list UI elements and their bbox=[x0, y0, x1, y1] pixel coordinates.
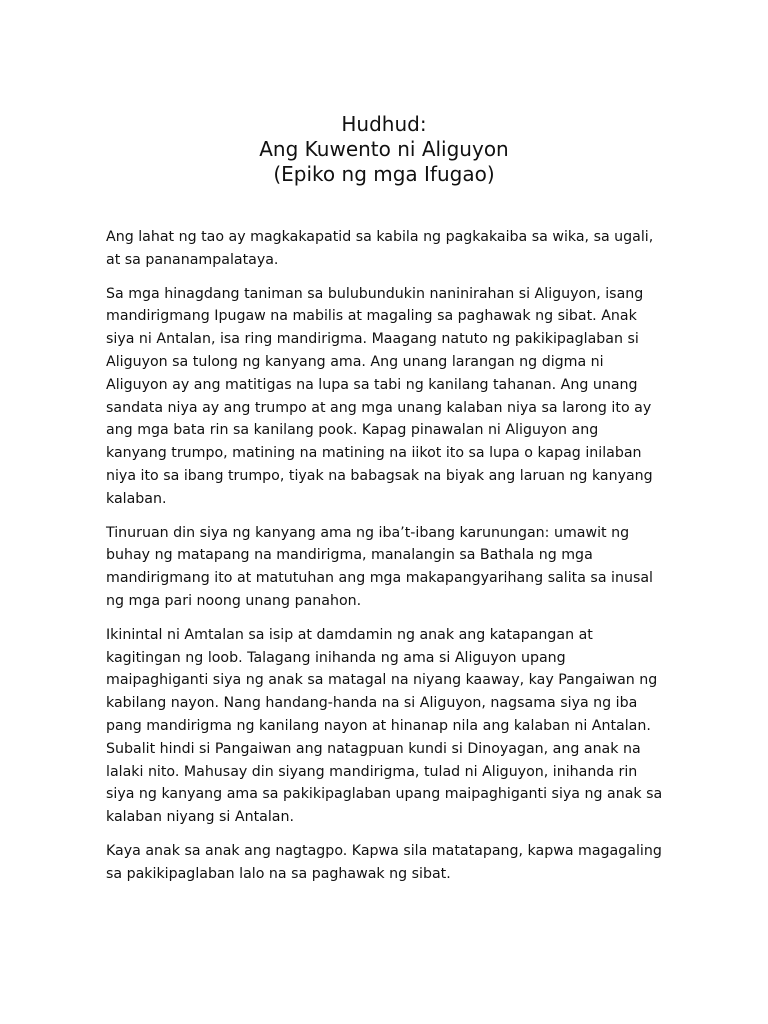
paragraph-line: lalaki nito. Mahusay din siyang mandirigma, tulad ni Aliguyon, inihanda rin bbox=[106, 763, 638, 780]
paragraph-1 bbox=[106, 226, 676, 272]
paragraph-line: kanyang trumpo, matining na matining na iikot ito sa lupa o kapag inilaban bbox=[106, 445, 642, 462]
paragraph-line: siya ng kanyang ama sa pakikipaglaban upang maipaghiganti siya ng anak sa bbox=[106, 786, 663, 803]
paragraph-line: kalaban. bbox=[106, 490, 167, 507]
paragraph-3 bbox=[106, 522, 676, 613]
paragraph-4 bbox=[106, 624, 676, 829]
paragraph-line: Aliguyon ay ang matitigas na lupa sa tabi ng kanilang tahanan. Ang unang bbox=[106, 376, 638, 393]
paragraph-line: ng mga pari noong unang panahon. bbox=[106, 592, 362, 609]
paragraph-line: niya ito sa ibang trumpo, tiyak na babagsak na biyak ang laruan ng kanyang bbox=[106, 467, 653, 484]
title-line-2: Ang Kuwento ni Aliguyon bbox=[259, 137, 509, 161]
paragraph-2 bbox=[106, 283, 676, 511]
paragraph-line: Subalit hindi si Pangaiwan ang natagpuan kundi si Dinoyagan, ang anak na bbox=[106, 740, 641, 757]
title-line-1: Hudhud: bbox=[341, 112, 427, 136]
paragraph-line: siya ni Antalan, isa ring mandirigma. Maagang natuto ng pakikipaglaban si bbox=[106, 331, 639, 348]
paragraph-line: sandata niya ay ang trumpo at ang mga unang kalaban niya sa larong ito ay bbox=[106, 399, 652, 416]
paragraph-line: kabilang nayon. Nang handang-handa na si Aliguyon, nagsama siya ng iba bbox=[106, 695, 638, 712]
paragraph-line: Sa mga hinagdang taniman sa bulubundukin naninirahan si Aliguyon, isang bbox=[106, 285, 644, 302]
paragraph-line: Aliguyon sa tulong ng kanyang ama. Ang unang larangan ng digma ni bbox=[106, 353, 604, 370]
paragraph-line: ang mga bata rin sa kanilang pook. Kapag pinawalan ni Aliguyon ang bbox=[106, 422, 599, 439]
paragraph-5 bbox=[106, 840, 676, 886]
paragraph-line: at sa pananampalataya. bbox=[106, 251, 279, 268]
paragraph-line: buhay ng matapang na mandirigma, manalangin sa Bathala ng mga bbox=[106, 547, 593, 564]
paragraph-line: sa pakikipaglaban lalo na sa paghawak ng sibat. bbox=[106, 865, 451, 882]
paragraph-line: mandirigmang Ipugaw na mabilis at magaling sa paghawak ng sibat. Anak bbox=[106, 308, 637, 325]
paragraph-line: Ikinintal ni Amtalan sa isip at damdamin ng anak ang katapangan at bbox=[106, 626, 593, 643]
paragraph-line: Kaya anak sa anak ang nagtagpo. Kapwa sila matatapang, kapwa magagaling bbox=[106, 842, 662, 859]
paragraph-line: Tinuruan din siya ng kanyang ama ng iba’t-ibang karunungan: umawit ng bbox=[106, 524, 630, 541]
paragraph-line: maipaghiganti siya ng anak sa matagal na niyang kaaway, kay Pangaiwan ng bbox=[106, 672, 658, 689]
paragraph-line: kalaban niyang si Antalan. bbox=[106, 809, 294, 826]
paragraph-line: mandirigmang ito at matutuhan ang mga makapangyarihang salita sa inusal bbox=[106, 570, 653, 587]
document-title bbox=[0, 112, 768, 187]
paragraph-line: pang mandirigma ng kanilang nayon at hinanap nila ang kalaban ni Antalan. bbox=[106, 717, 651, 734]
document-body bbox=[106, 226, 676, 897]
title-line-3: (Epiko ng mga Ifugao) bbox=[273, 162, 495, 186]
paragraph-line: Ang lahat ng tao ay magkakapatid sa kabila ng pagkakaiba sa wika, sa ugali, bbox=[106, 229, 654, 245]
paragraph-line: kagitingan ng loob. Talagang inihanda ng ama si Aliguyon upang bbox=[106, 649, 566, 666]
